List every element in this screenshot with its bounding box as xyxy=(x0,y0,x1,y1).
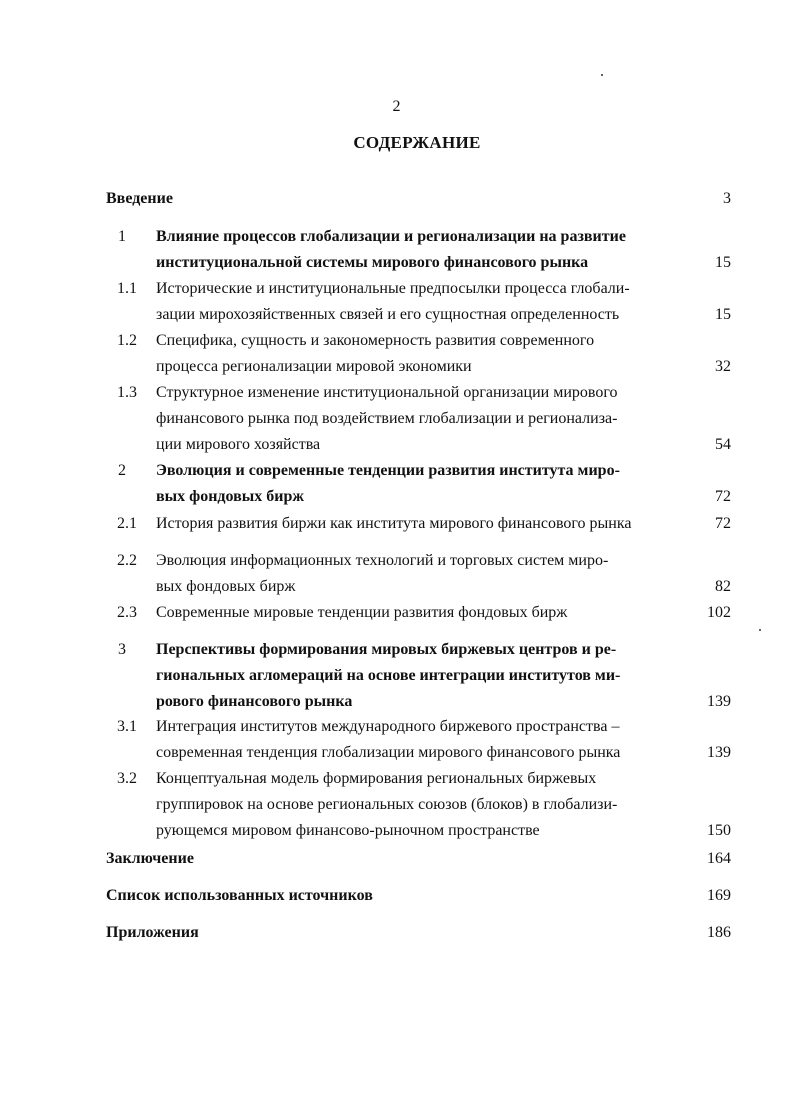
toc-entry-title-line: Эволюция и современные тенденции развития института миро- xyxy=(156,462,620,479)
toc-entry-title-line: Перспективы формирования мировых биржевых центров и ре- xyxy=(156,641,617,658)
toc-entry-page: 32 xyxy=(715,358,731,375)
toc-entry-title-line: финансового рынка под воздействием глобализации и регионализа- xyxy=(156,410,618,427)
toc-entry-title-line: зации мирохозяйственных связей и его сущностная определенность xyxy=(156,306,620,323)
toc-entry xyxy=(0,186,793,212)
toc-entry-title-line: вых фондовых бирж xyxy=(156,578,296,595)
toc-entry-number: 1.3 xyxy=(117,384,137,401)
toc-entry-title-line: ции мирового хозяйства xyxy=(156,436,321,453)
toc-entry-title-line: Структурное изменение институциональной организации мирового xyxy=(156,384,618,401)
toc-entry-page: 169 xyxy=(707,887,731,904)
toc-entry xyxy=(0,846,793,872)
toc-entry-title-line: Список использованных источников xyxy=(106,887,373,904)
toc-entry xyxy=(0,380,793,458)
toc-entry-title-line: Приложения xyxy=(106,924,199,941)
toc-entry-page: 72 xyxy=(715,488,731,505)
toc-entry-page: 3 xyxy=(723,190,731,207)
toc-entry-number: 3.2 xyxy=(117,770,137,787)
toc-entry-title-line: Заключение xyxy=(106,850,194,867)
toc-entry-title-line: История развития биржи как института мирового финансового рынка xyxy=(156,515,632,532)
toc-entry-page: 164 xyxy=(707,850,731,867)
toc-entry-title-line: Современные мировые тенденции развития фондовых бирж xyxy=(156,604,568,621)
toc-entry xyxy=(0,224,793,276)
scan-speck xyxy=(759,629,761,631)
toc-entry-page: 15 xyxy=(715,254,731,271)
toc-entry xyxy=(0,714,793,766)
scan-speck xyxy=(601,74,603,76)
toc-entry-page: 82 xyxy=(715,578,731,595)
toc-entry-page: 139 xyxy=(707,744,731,761)
toc-entry-number: 1.1 xyxy=(117,280,137,297)
toc-entry-number: 2.3 xyxy=(117,604,137,621)
toc-entry-title-line: Введение xyxy=(106,190,173,207)
page-title: СОДЕРЖАНИЕ xyxy=(353,133,481,152)
toc-entry-title-line: Исторические и институциональные предпосылки процесса глобали- xyxy=(156,280,630,297)
toc-entry-title-line: рового финансового рынка xyxy=(156,693,353,710)
toc-entry-page: 150 xyxy=(707,822,731,839)
toc-entry-title-line: Эволюция информационных технологий и торговых систем миро- xyxy=(156,552,609,569)
toc-entry-page: 186 xyxy=(707,924,731,941)
toc-entry-title-line: Интеграция институтов международного биржевого пространства – xyxy=(156,718,620,735)
toc-entry-page: 15 xyxy=(715,306,731,323)
toc-entry-page: 72 xyxy=(715,515,731,532)
toc-entry xyxy=(0,600,793,626)
toc-entry-number: 3.1 xyxy=(117,718,137,735)
toc-entry xyxy=(0,766,793,844)
toc-entry-number: 2 xyxy=(118,462,126,479)
toc-entry-title-line: процесса регионализации мировой экономики xyxy=(156,358,472,375)
toc-entry xyxy=(0,458,793,510)
toc-entry-page: 102 xyxy=(707,604,731,621)
toc-entry-title-line: группировок на основе региональных союзов (блоков) в глобализи- xyxy=(156,796,618,813)
toc-entry xyxy=(0,511,793,537)
toc-entry-number: 1 xyxy=(118,228,126,245)
toc-entry xyxy=(0,883,793,909)
toc-entry xyxy=(0,276,793,328)
toc-entry-title-line: гиональных агломераций на основе интеграции институтов ми- xyxy=(156,667,621,684)
toc-entry-title-line: рующемся мировом финансово-рыночном пространстве xyxy=(156,822,540,839)
toc-entry-page: 139 xyxy=(707,693,731,710)
toc-entry xyxy=(0,328,793,380)
toc-entry-number: 3 xyxy=(118,641,126,658)
toc-entry-page: 54 xyxy=(715,436,731,453)
toc-entry-number: 1.2 xyxy=(117,332,137,349)
toc-entry xyxy=(0,637,793,715)
toc-entry-title-line: Влияние процессов глобализации и регионализации на развитие xyxy=(156,228,626,245)
toc-entry-title-line: Концептуальная модель формирования региональных биржевых xyxy=(156,770,597,787)
toc-entry xyxy=(0,920,793,946)
toc-entry-title-line: вых фондовых бирж xyxy=(156,488,304,505)
toc-entry-number: 2.2 xyxy=(117,552,137,569)
toc-entry-title-line: институциональной системы мирового финансового рынка xyxy=(156,254,589,271)
page-number: 2 xyxy=(392,98,401,115)
toc-entry-title-line: современная тенденция глобализации мирового финансового рынка xyxy=(156,744,621,761)
toc-entry-title-line: Специфика, сущность и закономерность развития современного xyxy=(156,332,595,349)
toc-entry-number: 2.1 xyxy=(117,515,137,532)
toc-entry xyxy=(0,548,793,600)
